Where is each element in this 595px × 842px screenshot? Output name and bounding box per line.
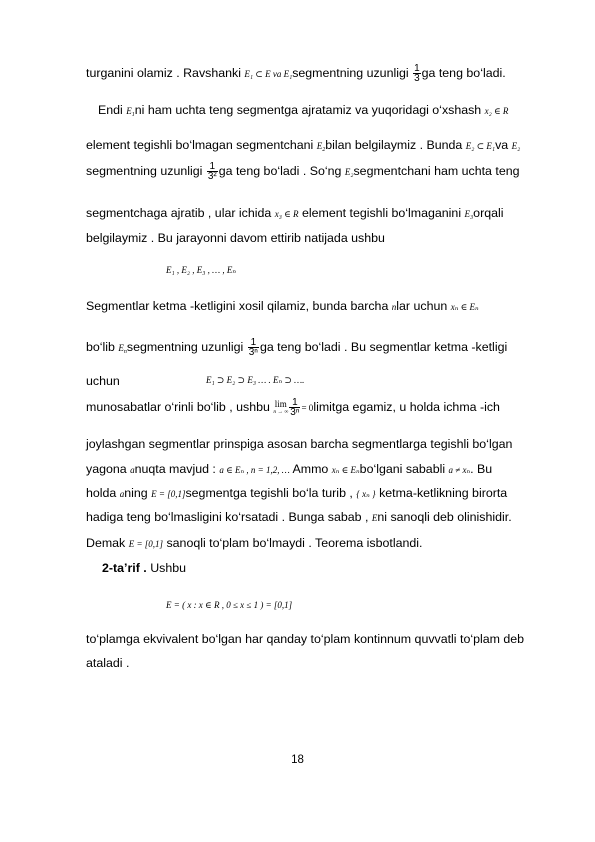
line-text: . Bu bbox=[470, 462, 493, 476]
line-text: ga teng bo‘ladi. bbox=[421, 65, 506, 80]
line-text: va bbox=[495, 138, 512, 152]
lim-text: lim bbox=[274, 398, 287, 409]
formula: x₂ ∈ R bbox=[484, 106, 509, 116]
line-text: sanoqli to‘plam bo‘lmaydi . Teorema isbotlandi. bbox=[163, 536, 423, 550]
formula: E₂ bbox=[511, 141, 521, 151]
line-text: turganini olamiz . Ravshanki bbox=[86, 65, 245, 80]
denominator: 3ⁿ bbox=[248, 347, 258, 358]
text-line-5 bbox=[86, 206, 503, 222]
denominator: 3² bbox=[207, 171, 217, 182]
formula: xₙ ∈ Eₙ bbox=[331, 465, 360, 475]
line-text: ketma-ketlikning birorta bbox=[375, 486, 508, 500]
formula: $E_2$ bbox=[316, 141, 326, 153]
text-line-3 bbox=[86, 138, 520, 158]
line-text: ni ham uchta teng segmentga ajratamiz va yuqoridagi o‘xshash bbox=[134, 103, 485, 117]
denominator: 3ⁿ bbox=[290, 407, 300, 418]
line-text: Segmentlar ketma -ketligini xosil qilamiz, bunda barcha bbox=[86, 299, 392, 313]
denominator: 3 bbox=[414, 73, 420, 84]
line-text: yagona bbox=[86, 462, 131, 476]
line-text: limitga egamiz, u holda ichma -ich bbox=[313, 399, 500, 414]
text-line-16 bbox=[86, 536, 422, 552]
page-number: 18 bbox=[291, 754, 304, 766]
numerator: 1 bbox=[248, 338, 259, 348]
formula: { xₙ } bbox=[356, 489, 376, 499]
text-line-8 bbox=[86, 299, 479, 315]
formula-chain bbox=[206, 372, 304, 388]
formula: E₃ bbox=[464, 209, 474, 219]
line-text: ga teng bo‘ladi . So‘ng bbox=[218, 163, 345, 178]
fraction-1-3 bbox=[413, 64, 421, 83]
text-line-11 bbox=[86, 398, 500, 417]
line-text: lar uchun bbox=[396, 299, 451, 313]
text-line-6 bbox=[86, 231, 385, 246]
line-text: segmentning uzunligi bbox=[126, 339, 247, 354]
formula: a bbox=[119, 489, 125, 499]
line-text: holda bbox=[86, 486, 120, 500]
formula: a ≠ xₙ bbox=[448, 465, 471, 475]
line-text: to‘plamga ekvivalent bo‘lgan har qanday to‘plam kontinnum quvvatli to‘plam deb bbox=[86, 632, 525, 646]
formula: E₂ bbox=[344, 166, 354, 177]
line-text: nuqta mavjud : bbox=[134, 462, 220, 476]
formula: E = [0,1] bbox=[151, 489, 186, 499]
line-text: bo‘lib bbox=[86, 339, 119, 354]
symbol-e: E bbox=[316, 141, 323, 151]
formula: E bbox=[371, 513, 378, 523]
formula: xₙ ∈ Eₙ bbox=[450, 302, 479, 312]
line-text: Ushbu bbox=[146, 561, 187, 575]
fraction-1-3-n bbox=[289, 398, 300, 417]
text-line-2 bbox=[98, 103, 508, 123]
line-text: belgilaymiz . Bu jarayonni davom ettirib natijada ushbu bbox=[86, 231, 385, 245]
line-text: bo‘lgani sababli bbox=[359, 462, 449, 476]
line-text: uchun bbox=[86, 374, 120, 388]
lim-subscript: n → ∞ bbox=[273, 408, 289, 415]
formula: E₁ , E₂ , E₃ , … , Eₙ bbox=[166, 265, 237, 275]
formula: x₃ ∈ R bbox=[274, 209, 299, 219]
line-text: segmentning uzunligi bbox=[86, 163, 206, 178]
line-text: segmentning uzunligi bbox=[292, 65, 413, 80]
line-text: ga teng bo‘ladi . Bu segmentlar ketma -ketligi bbox=[259, 339, 508, 354]
formula: = 0 bbox=[301, 402, 314, 413]
line-text: segmentchani ham uchta teng bbox=[353, 163, 520, 178]
line-text: hadiga teng bo‘lmasligini ko‘rsatadi . Bunga sabab , bbox=[86, 510, 372, 524]
fraction-1-3-n bbox=[248, 338, 259, 357]
formula-set-definition bbox=[166, 597, 292, 613]
text-line-10 bbox=[86, 374, 120, 389]
text-line-13 bbox=[86, 462, 492, 478]
text-line-20 bbox=[86, 656, 129, 671]
line-text: Demak bbox=[86, 536, 129, 550]
limit-operator bbox=[273, 400, 288, 416]
symbol-e: E bbox=[126, 106, 132, 116]
formula: a ∈ Eₙ , n = 1,2, … bbox=[219, 465, 290, 475]
text-line-14 bbox=[86, 486, 507, 502]
text-line-9 bbox=[86, 338, 507, 360]
line-text: element tegishli bo‘lmagan segmentchani bbox=[86, 138, 317, 152]
definition-heading: 2-ta’rif . bbox=[102, 561, 147, 575]
numerator: 1 bbox=[207, 162, 218, 172]
line-text: element tegishli bo‘lmaganini bbox=[298, 206, 465, 220]
text-line-19 bbox=[86, 632, 524, 647]
formula: E₂ ⊂ E₁ bbox=[465, 141, 496, 151]
formula: a bbox=[130, 465, 135, 475]
line-text: orqali bbox=[473, 206, 504, 220]
text-line-12 bbox=[86, 437, 512, 452]
text-line-1 bbox=[86, 64, 506, 83]
line-text: Endi bbox=[98, 103, 127, 117]
definition-heading-line bbox=[102, 561, 186, 576]
formula-sequence bbox=[166, 262, 236, 278]
formula: E₁ ⊂ E va E₁ bbox=[244, 68, 293, 79]
line-text: munosabatlar o‘rinli bo‘lib , ushbu bbox=[86, 399, 274, 414]
numerator: 1 bbox=[289, 398, 300, 408]
line-text: bilan belgilaymiz . Bunda bbox=[325, 138, 466, 152]
line-text: segmentchaga ajratib , ular ichida bbox=[86, 206, 275, 220]
formula: E₁ ⊃ E₂ ⊃ E₃ … . Eₙ ⊃ …. bbox=[206, 375, 305, 385]
text-line-15 bbox=[86, 510, 512, 526]
numerator: 1 bbox=[414, 63, 420, 74]
text-line-4 bbox=[86, 162, 520, 181]
formula: $E_n$ bbox=[118, 342, 127, 355]
line-text: ni sanoqli deb olinishidir. bbox=[377, 510, 512, 524]
formula: E = [0,1] bbox=[128, 539, 164, 549]
line-text: joylashgan segmentlar prinspiga asosan barcha segmentlarga tegishli bo‘lgan bbox=[86, 437, 513, 451]
line-text: segmentga tegishli bo‘la turib , bbox=[185, 486, 357, 500]
formula: E = ( x : x ∈ R , 0 ≤ x ≤ 1 ) = [0,1] bbox=[166, 600, 293, 610]
formula: $E_1$ bbox=[126, 106, 135, 118]
fraction-1-3-squared bbox=[207, 162, 218, 181]
line-text: ataladi . bbox=[86, 656, 130, 670]
line-text: ning bbox=[124, 486, 152, 500]
symbol-e: E bbox=[118, 342, 124, 353]
line-text: Ammo bbox=[289, 462, 332, 476]
formula: n bbox=[391, 302, 397, 312]
